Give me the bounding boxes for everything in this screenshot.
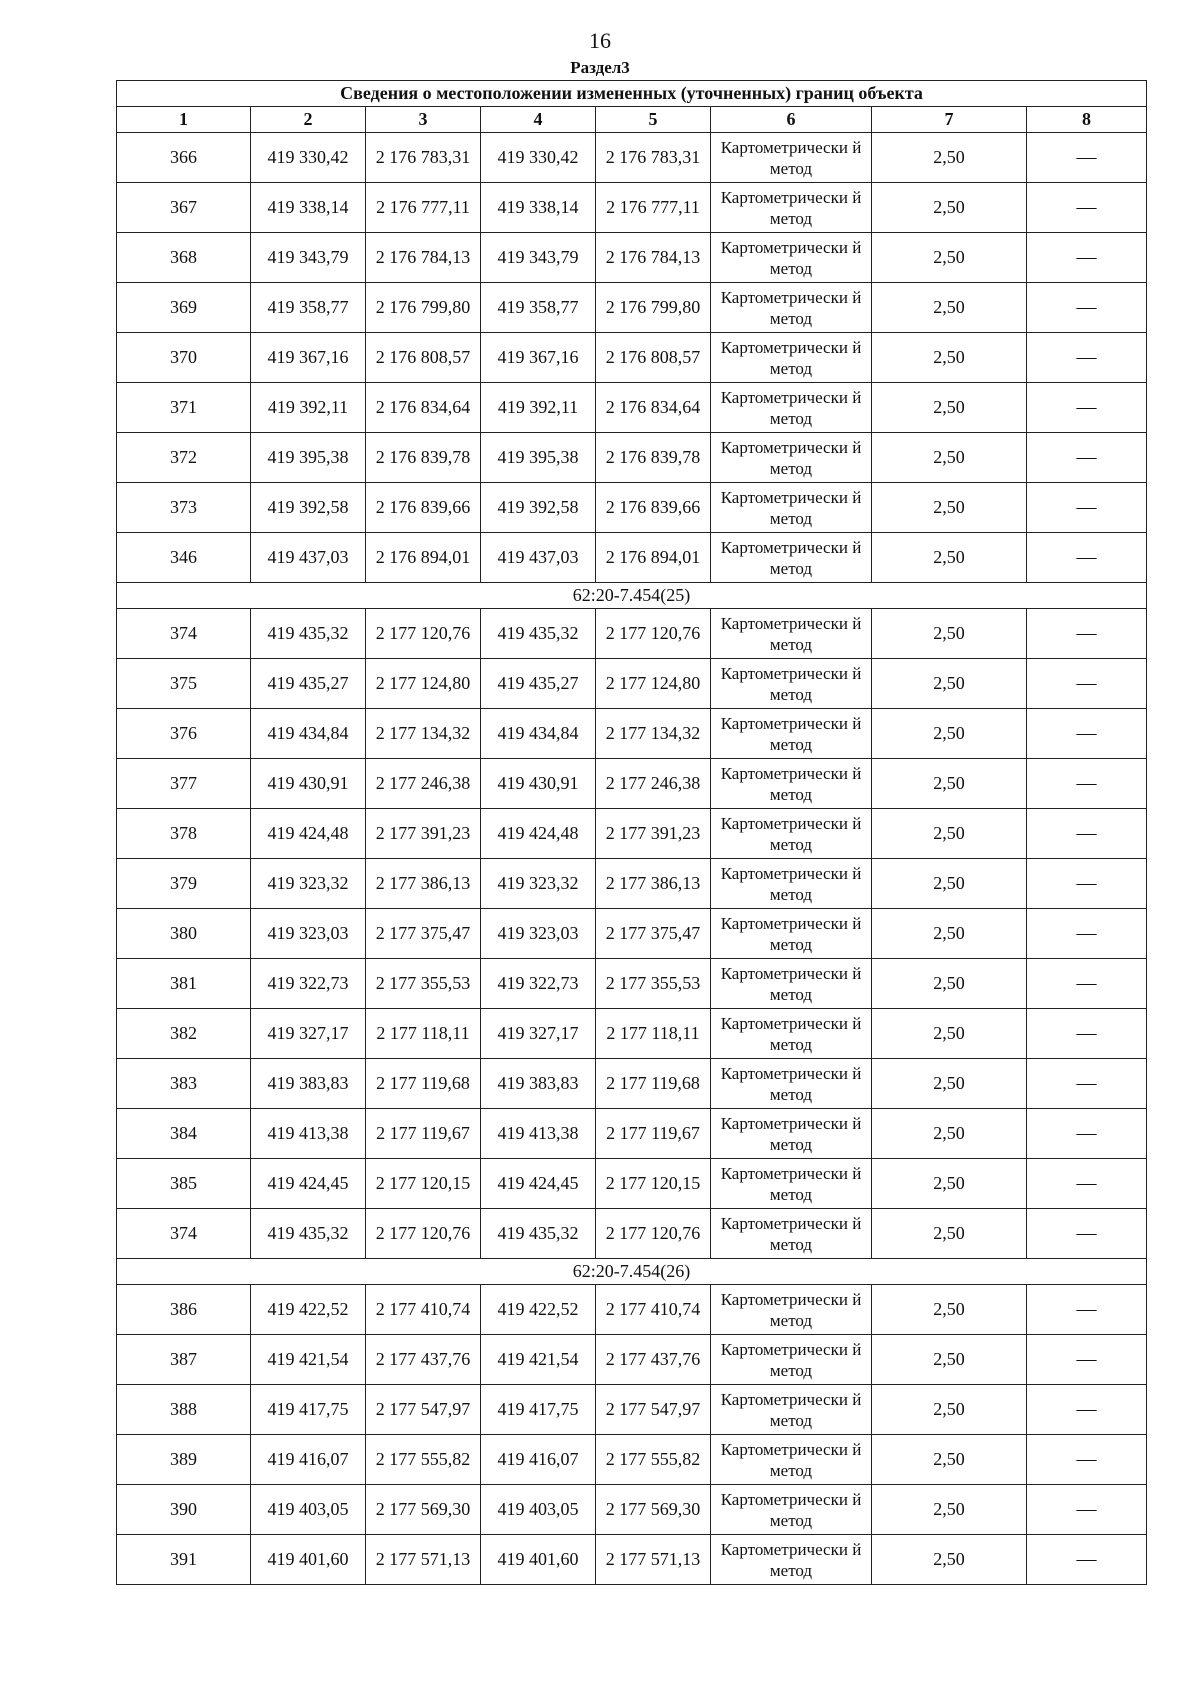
determination-method-cell: Картометрически й метод — [711, 1485, 872, 1535]
accuracy-cell: 2,50 — [872, 483, 1027, 533]
x-existing-cell: 419 424,45 — [251, 1159, 366, 1209]
y-refined-cell: 2 176 834,64 — [596, 383, 711, 433]
point-number-cell: 376 — [117, 709, 251, 759]
point-number-cell: 391 — [117, 1535, 251, 1585]
accuracy-cell: 2,50 — [872, 1385, 1027, 1435]
determination-method-cell: Картометрически й метод — [711, 1159, 872, 1209]
determination-method-cell: Картометрически й метод — [711, 1109, 872, 1159]
determination-method-cell: Картометрически й метод — [711, 233, 872, 283]
x-existing-cell: 419 392,58 — [251, 483, 366, 533]
y-existing-cell: 2 177 391,23 — [366, 809, 481, 859]
determination-method-cell: Картометрически й метод — [711, 759, 872, 809]
point-number-cell: 367 — [117, 183, 251, 233]
accuracy-cell: 2,50 — [872, 183, 1027, 233]
point-description-cell: — — [1027, 1009, 1147, 1059]
x-existing-cell: 419 435,32 — [251, 1209, 366, 1259]
column-header-6: 6 — [711, 107, 872, 133]
point-number-cell: 378 — [117, 809, 251, 859]
x-refined-cell: 419 422,52 — [481, 1285, 596, 1335]
x-refined-cell: 419 323,03 — [481, 909, 596, 959]
point-number-cell: 381 — [117, 959, 251, 1009]
x-existing-cell: 419 416,07 — [251, 1435, 366, 1485]
table-row — [117, 859, 1147, 909]
x-existing-cell: 419 383,83 — [251, 1059, 366, 1109]
table-row — [117, 433, 1147, 483]
point-number-cell: 374 — [117, 1209, 251, 1259]
y-existing-cell: 2 177 547,97 — [366, 1385, 481, 1435]
determination-method-cell: Картометрически й метод — [711, 659, 872, 709]
y-refined-cell: 2 176 808,57 — [596, 333, 711, 383]
x-refined-cell: 419 403,05 — [481, 1485, 596, 1535]
point-description-cell: — — [1027, 1485, 1147, 1535]
point-description-cell: — — [1027, 333, 1147, 383]
y-existing-cell: 2 177 437,76 — [366, 1335, 481, 1385]
determination-method-cell: Картометрически й метод — [711, 1059, 872, 1109]
accuracy-cell: 2,50 — [872, 433, 1027, 483]
point-description-cell: — — [1027, 809, 1147, 859]
y-existing-cell: 2 177 119,67 — [366, 1109, 481, 1159]
point-description-cell: — — [1027, 1385, 1147, 1435]
determination-method-cell: Картометрически й метод — [711, 1335, 872, 1385]
x-existing-cell: 419 343,79 — [251, 233, 366, 283]
column-header-2: 2 — [251, 107, 366, 133]
y-refined-cell: 2 177 547,97 — [596, 1385, 711, 1435]
x-refined-cell: 419 435,32 — [481, 1209, 596, 1259]
table-row — [117, 1209, 1147, 1259]
y-existing-cell: 2 177 119,68 — [366, 1059, 481, 1109]
determination-method-cell: Картометрически й метод — [711, 133, 872, 183]
y-refined-cell: 2 177 120,76 — [596, 1209, 711, 1259]
x-refined-cell: 419 327,17 — [481, 1009, 596, 1059]
y-existing-cell: 2 176 894,01 — [366, 533, 481, 583]
y-refined-cell: 2 177 375,47 — [596, 909, 711, 959]
table-row — [117, 183, 1147, 233]
x-existing-cell: 419 430,91 — [251, 759, 366, 809]
y-existing-cell: 2 177 386,13 — [366, 859, 481, 909]
table-row — [117, 133, 1147, 183]
point-number-cell: 373 — [117, 483, 251, 533]
x-refined-cell: 419 424,45 — [481, 1159, 596, 1209]
x-existing-cell: 419 323,32 — [251, 859, 366, 909]
point-number-cell: 374 — [117, 609, 251, 659]
table-row — [117, 383, 1147, 433]
x-existing-cell: 419 327,17 — [251, 1009, 366, 1059]
point-description-cell: — — [1027, 1159, 1147, 1209]
determination-method-cell: Картометрически й метод — [711, 1285, 872, 1335]
x-existing-cell: 419 435,32 — [251, 609, 366, 659]
table-row — [117, 609, 1147, 659]
boundary-coordinates-table — [116, 80, 1147, 1585]
accuracy-cell: 2,50 — [872, 1059, 1027, 1109]
column-header-7: 7 — [872, 107, 1027, 133]
y-refined-cell: 2 177 246,38 — [596, 759, 711, 809]
determination-method-cell: Картометрически й метод — [711, 709, 872, 759]
x-refined-cell: 419 424,48 — [481, 809, 596, 859]
point-description-cell: — — [1027, 759, 1147, 809]
x-existing-cell: 419 367,16 — [251, 333, 366, 383]
x-refined-cell: 419 434,84 — [481, 709, 596, 759]
table-row — [117, 1535, 1147, 1585]
y-existing-cell: 2 176 799,80 — [366, 283, 481, 333]
point-number-cell: 384 — [117, 1109, 251, 1159]
y-existing-cell: 2 177 569,30 — [366, 1485, 481, 1535]
y-existing-cell: 2 176 839,66 — [366, 483, 481, 533]
accuracy-cell: 2,50 — [872, 1285, 1027, 1335]
x-refined-cell: 419 430,91 — [481, 759, 596, 809]
point-number-cell: 370 — [117, 333, 251, 383]
y-refined-cell: 2 177 569,30 — [596, 1485, 711, 1535]
x-refined-cell: 419 358,77 — [481, 283, 596, 333]
point-description-cell: — — [1027, 1535, 1147, 1585]
table-row — [117, 959, 1147, 1009]
table-row — [117, 1109, 1147, 1159]
point-number-cell: 390 — [117, 1485, 251, 1535]
x-refined-cell: 419 323,32 — [481, 859, 596, 909]
x-existing-cell: 419 338,14 — [251, 183, 366, 233]
point-number-cell: 372 — [117, 433, 251, 483]
y-existing-cell: 2 176 783,31 — [366, 133, 481, 183]
column-header-1: 1 — [117, 107, 251, 133]
x-refined-cell: 419 367,16 — [481, 333, 596, 383]
table-row — [117, 709, 1147, 759]
y-existing-cell: 2 177 410,74 — [366, 1285, 481, 1335]
accuracy-cell: 2,50 — [872, 383, 1027, 433]
accuracy-cell: 2,50 — [872, 1159, 1027, 1209]
x-existing-cell: 419 392,11 — [251, 383, 366, 433]
y-existing-cell: 2 177 375,47 — [366, 909, 481, 959]
determination-method-cell: Картометрически й метод — [711, 1209, 872, 1259]
table-body — [117, 133, 1147, 1585]
point-number-cell: 382 — [117, 1009, 251, 1059]
determination-method-cell: Картометрически й метод — [711, 483, 872, 533]
point-description-cell: — — [1027, 483, 1147, 533]
y-existing-cell: 2 177 555,82 — [366, 1435, 481, 1485]
x-refined-cell: 419 322,73 — [481, 959, 596, 1009]
x-existing-cell: 419 330,42 — [251, 133, 366, 183]
point-description-cell: — — [1027, 959, 1147, 1009]
x-existing-cell: 419 437,03 — [251, 533, 366, 583]
accuracy-cell: 2,50 — [872, 959, 1027, 1009]
y-refined-cell: 2 176 839,66 — [596, 483, 711, 533]
y-refined-cell: 2 177 437,76 — [596, 1335, 711, 1385]
y-refined-cell: 2 177 120,15 — [596, 1159, 711, 1209]
point-description-cell: — — [1027, 283, 1147, 333]
x-refined-cell: 419 413,38 — [481, 1109, 596, 1159]
x-refined-cell: 419 383,83 — [481, 1059, 596, 1109]
accuracy-cell: 2,50 — [872, 1485, 1027, 1535]
determination-method-cell: Картометрически й метод — [711, 1009, 872, 1059]
group-row — [117, 583, 1147, 609]
point-number-cell: 377 — [117, 759, 251, 809]
y-existing-cell: 2 177 571,13 — [366, 1535, 481, 1585]
table-row — [117, 809, 1147, 859]
accuracy-cell: 2,50 — [872, 1209, 1027, 1259]
y-existing-cell: 2 176 834,64 — [366, 383, 481, 433]
x-refined-cell: 419 421,54 — [481, 1335, 596, 1385]
group-label: 62:20-7.454(26) — [117, 1259, 1147, 1285]
table-row — [117, 659, 1147, 709]
x-refined-cell: 419 417,75 — [481, 1385, 596, 1435]
x-existing-cell: 419 417,75 — [251, 1385, 366, 1435]
x-existing-cell: 419 434,84 — [251, 709, 366, 759]
point-description-cell: — — [1027, 1335, 1147, 1385]
determination-method-cell: Картометрически й метод — [711, 433, 872, 483]
y-refined-cell: 2 177 410,74 — [596, 1285, 711, 1335]
point-number-cell: 375 — [117, 659, 251, 709]
accuracy-cell: 2,50 — [872, 233, 1027, 283]
x-existing-cell: 419 421,54 — [251, 1335, 366, 1385]
determination-method-cell: Картометрически й метод — [711, 959, 872, 1009]
y-refined-cell: 2 177 120,76 — [596, 609, 711, 659]
y-existing-cell: 2 177 124,80 — [366, 659, 481, 709]
accuracy-cell: 2,50 — [872, 609, 1027, 659]
x-existing-cell: 419 435,27 — [251, 659, 366, 709]
point-description-cell: — — [1027, 709, 1147, 759]
y-existing-cell: 2 177 246,38 — [366, 759, 481, 809]
x-existing-cell: 419 422,52 — [251, 1285, 366, 1335]
y-existing-cell: 2 177 120,76 — [366, 1209, 481, 1259]
column-header-5: 5 — [596, 107, 711, 133]
y-refined-cell: 2 177 118,11 — [596, 1009, 711, 1059]
table-row — [117, 1335, 1147, 1385]
column-header-row — [117, 107, 1147, 133]
table-row — [117, 283, 1147, 333]
accuracy-cell: 2,50 — [872, 533, 1027, 583]
accuracy-cell: 2,50 — [872, 709, 1027, 759]
point-description-cell: — — [1027, 609, 1147, 659]
y-refined-cell: 2 177 124,80 — [596, 659, 711, 709]
x-existing-cell: 419 322,73 — [251, 959, 366, 1009]
table-row — [117, 1485, 1147, 1535]
column-header-8: 8 — [1027, 107, 1147, 133]
accuracy-cell: 2,50 — [872, 133, 1027, 183]
point-description-cell: — — [1027, 383, 1147, 433]
point-description-cell: — — [1027, 1059, 1147, 1109]
x-refined-cell: 419 330,42 — [481, 133, 596, 183]
accuracy-cell: 2,50 — [872, 1109, 1027, 1159]
column-header-4: 4 — [481, 107, 596, 133]
accuracy-cell: 2,50 — [872, 909, 1027, 959]
accuracy-cell: 2,50 — [872, 333, 1027, 383]
point-description-cell: — — [1027, 233, 1147, 283]
table-row — [117, 909, 1147, 959]
x-refined-cell: 419 343,79 — [481, 233, 596, 283]
accuracy-cell: 2,50 — [872, 759, 1027, 809]
x-refined-cell: 419 435,27 — [481, 659, 596, 709]
accuracy-cell: 2,50 — [872, 809, 1027, 859]
accuracy-cell: 2,50 — [872, 659, 1027, 709]
determination-method-cell: Картометрически й метод — [711, 383, 872, 433]
group-row — [117, 1259, 1147, 1285]
y-refined-cell: 2 177 119,68 — [596, 1059, 711, 1109]
table-caption: Сведения о местоположении измененных (уточненных) границ объекта — [117, 81, 1147, 107]
determination-method-cell: Картометрически й метод — [711, 859, 872, 909]
point-number-cell: 346 — [117, 533, 251, 583]
point-number-cell: 379 — [117, 859, 251, 909]
y-existing-cell: 2 176 777,11 — [366, 183, 481, 233]
determination-method-cell: Картометрически й метод — [711, 809, 872, 859]
y-existing-cell: 2 177 118,11 — [366, 1009, 481, 1059]
table-row — [117, 483, 1147, 533]
table-row — [117, 233, 1147, 283]
point-description-cell: — — [1027, 433, 1147, 483]
y-existing-cell: 2 177 355,53 — [366, 959, 481, 1009]
y-existing-cell: 2 176 808,57 — [366, 333, 481, 383]
point-number-cell: 371 — [117, 383, 251, 433]
x-existing-cell: 419 424,48 — [251, 809, 366, 859]
y-refined-cell: 2 177 386,13 — [596, 859, 711, 909]
y-refined-cell: 2 177 119,67 — [596, 1109, 711, 1159]
y-existing-cell: 2 177 120,76 — [366, 609, 481, 659]
table-row — [117, 1385, 1147, 1435]
x-existing-cell: 419 403,05 — [251, 1485, 366, 1535]
y-refined-cell: 2 177 134,32 — [596, 709, 711, 759]
determination-method-cell: Картометрически й метод — [711, 333, 872, 383]
table-row — [117, 1009, 1147, 1059]
y-refined-cell: 2 177 555,82 — [596, 1435, 711, 1485]
x-existing-cell: 419 401,60 — [251, 1535, 366, 1585]
x-refined-cell: 419 392,11 — [481, 383, 596, 433]
point-number-cell: 385 — [117, 1159, 251, 1209]
point-number-cell: 389 — [117, 1435, 251, 1485]
accuracy-cell: 2,50 — [872, 1009, 1027, 1059]
point-number-cell: 366 — [117, 133, 251, 183]
point-number-cell: 368 — [117, 233, 251, 283]
y-existing-cell: 2 176 784,13 — [366, 233, 481, 283]
x-refined-cell: 419 416,07 — [481, 1435, 596, 1485]
point-description-cell: — — [1027, 183, 1147, 233]
determination-method-cell: Картометрически й метод — [711, 1435, 872, 1485]
y-refined-cell: 2 177 355,53 — [596, 959, 711, 1009]
table-row — [117, 1435, 1147, 1485]
point-description-cell: — — [1027, 659, 1147, 709]
y-refined-cell: 2 177 391,23 — [596, 809, 711, 859]
point-number-cell: 383 — [117, 1059, 251, 1109]
table-row — [117, 533, 1147, 583]
determination-method-cell: Картометрически й метод — [711, 183, 872, 233]
x-refined-cell: 419 437,03 — [481, 533, 596, 583]
point-number-cell: 388 — [117, 1385, 251, 1435]
table-row — [117, 759, 1147, 809]
x-refined-cell: 419 435,32 — [481, 609, 596, 659]
point-number-cell: 369 — [117, 283, 251, 333]
point-description-cell: — — [1027, 859, 1147, 909]
point-description-cell: — — [1027, 909, 1147, 959]
table-row — [117, 1159, 1147, 1209]
determination-method-cell: Картометрически й метод — [711, 533, 872, 583]
point-number-cell: 387 — [117, 1335, 251, 1385]
determination-method-cell: Картометрически й метод — [711, 283, 872, 333]
x-existing-cell: 419 413,38 — [251, 1109, 366, 1159]
page-number: 16 — [589, 28, 611, 53]
y-existing-cell: 2 176 839,78 — [366, 433, 481, 483]
point-description-cell: — — [1027, 1435, 1147, 1485]
y-existing-cell: 2 177 134,32 — [366, 709, 481, 759]
point-number-cell: 386 — [117, 1285, 251, 1335]
point-description-cell: — — [1027, 133, 1147, 183]
accuracy-cell: 2,50 — [872, 1435, 1027, 1485]
x-refined-cell: 419 401,60 — [481, 1535, 596, 1585]
table-row — [117, 1059, 1147, 1109]
x-existing-cell: 419 358,77 — [251, 283, 366, 333]
x-refined-cell: 419 392,58 — [481, 483, 596, 533]
determination-method-cell: Картометрически й метод — [711, 609, 872, 659]
point-description-cell: — — [1027, 1209, 1147, 1259]
accuracy-cell: 2,50 — [872, 283, 1027, 333]
y-refined-cell: 2 176 799,80 — [596, 283, 711, 333]
y-refined-cell: 2 176 783,31 — [596, 133, 711, 183]
point-number-cell: 380 — [117, 909, 251, 959]
x-refined-cell: 419 338,14 — [481, 183, 596, 233]
determination-method-cell: Картометрически й метод — [711, 1385, 872, 1435]
determination-method-cell: Картометрически й метод — [711, 909, 872, 959]
point-description-cell: — — [1027, 533, 1147, 583]
y-refined-cell: 2 176 777,11 — [596, 183, 711, 233]
y-refined-cell: 2 176 839,78 — [596, 433, 711, 483]
x-existing-cell: 419 395,38 — [251, 433, 366, 483]
x-refined-cell: 419 395,38 — [481, 433, 596, 483]
table-row — [117, 1285, 1147, 1335]
x-existing-cell: 419 323,03 — [251, 909, 366, 959]
section-title: Раздел3 — [570, 58, 630, 77]
table-row — [117, 333, 1147, 383]
y-refined-cell: 2 176 894,01 — [596, 533, 711, 583]
point-description-cell: — — [1027, 1109, 1147, 1159]
accuracy-cell: 2,50 — [872, 1335, 1027, 1385]
determination-method-cell: Картометрически й метод — [711, 1535, 872, 1585]
y-refined-cell: 2 177 571,13 — [596, 1535, 711, 1585]
y-existing-cell: 2 177 120,15 — [366, 1159, 481, 1209]
group-label: 62:20-7.454(25) — [117, 583, 1147, 609]
point-description-cell: — — [1027, 1285, 1147, 1335]
column-header-3: 3 — [366, 107, 481, 133]
accuracy-cell: 2,50 — [872, 859, 1027, 909]
y-refined-cell: 2 176 784,13 — [596, 233, 711, 283]
accuracy-cell: 2,50 — [872, 1535, 1027, 1585]
